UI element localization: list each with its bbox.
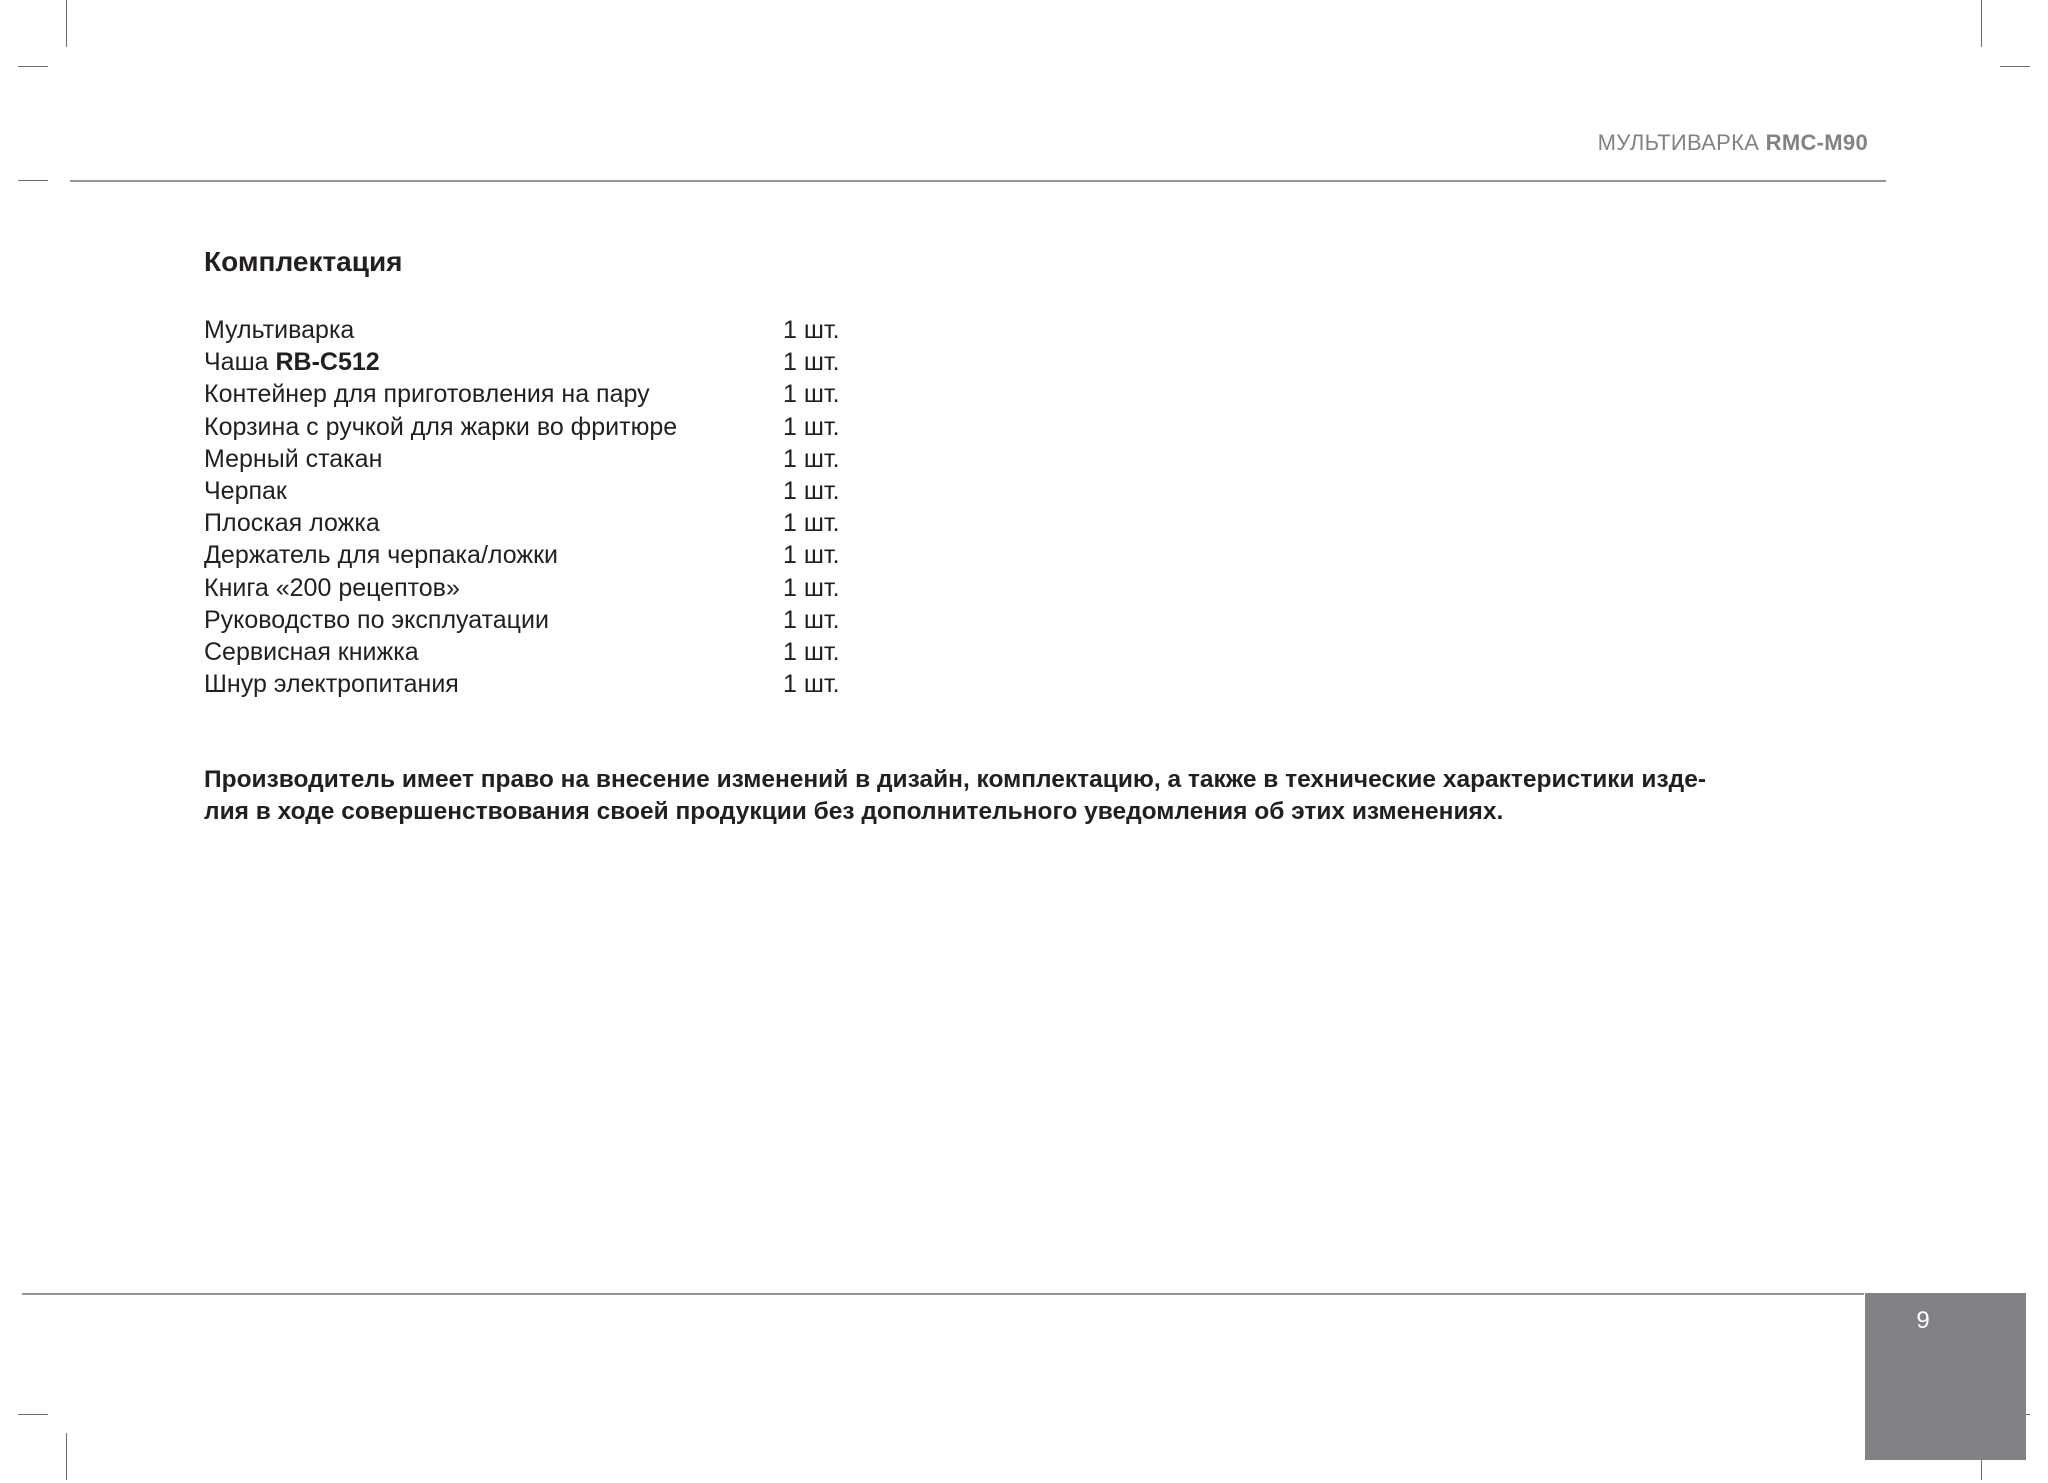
- crop-mark: [18, 66, 48, 67]
- item-name: Сервисная книжка: [204, 637, 419, 666]
- item-name: Чаша RB-C512: [204, 348, 380, 377]
- item-name: Плоская ложка: [204, 509, 380, 538]
- crop-mark: [18, 180, 48, 181]
- section-title: Комплектация: [204, 246, 403, 277]
- notice-line: лия в ходе совершенствования своей продукции без дополнительного уведомления об этих изменениях.: [204, 798, 1504, 825]
- header-product: МУЛЬТИВАРКА: [1597, 130, 1760, 155]
- item-qty: 1 шт.: [783, 412, 840, 441]
- header-rule: [70, 180, 1886, 182]
- item-name: Руководство по эксплуатации: [204, 605, 549, 634]
- crop-mark: [18, 1414, 48, 1415]
- list-item: [204, 378, 904, 410]
- crop-mark: [66, 1433, 67, 1480]
- header-title: [1598, 130, 1868, 156]
- crop-mark: [1981, 0, 1982, 47]
- crop-mark: [2000, 66, 2030, 67]
- item-qty: 1 шт.: [783, 670, 840, 699]
- list-item: [204, 346, 904, 378]
- item-name: Черпак: [204, 476, 287, 505]
- footer-rule: [22, 1293, 1864, 1295]
- page-number-box: [1865, 1293, 2026, 1460]
- item-qty: 1 шт.: [783, 509, 840, 538]
- list-item: [204, 443, 904, 475]
- item-name: Корзина с ручкой для жарки во фритюре: [204, 412, 678, 441]
- item-name: Шнур электропитания: [204, 670, 459, 699]
- item-qty: 1 шт.: [783, 573, 840, 602]
- list-item: [204, 572, 904, 604]
- list-item: [204, 539, 904, 571]
- item-name: Держатель для черпака/ложки: [204, 541, 559, 570]
- page-number: 9: [1916, 1307, 1930, 1334]
- item-qty: 1 шт.: [783, 476, 840, 505]
- item-qty: 1 шт.: [783, 637, 840, 666]
- list-item: [204, 411, 904, 443]
- item-qty: 1 шт.: [783, 444, 840, 473]
- item-qty: 1 шт.: [783, 380, 840, 409]
- contents-list: [204, 314, 904, 700]
- item-name: Мерный стакан: [204, 444, 383, 473]
- item-qty: 1 шт.: [783, 316, 840, 344]
- list-item: [204, 636, 904, 668]
- manufacturer-notice: [204, 764, 1854, 828]
- header-model: RMC-M90: [1765, 130, 1868, 155]
- item-name: Книга «200 рецептов»: [204, 573, 460, 602]
- list-item: [204, 314, 904, 346]
- list-item: [204, 604, 904, 636]
- crop-mark: [66, 0, 67, 47]
- list-item: [204, 475, 904, 507]
- item-qty: 1 шт.: [783, 541, 840, 570]
- list-item: [204, 507, 904, 539]
- item-qty: 1 шт.: [783, 348, 840, 377]
- item-qty: 1 шт.: [783, 605, 840, 634]
- notice-line: Производитель имеет право на внесение изменений в дизайн, комплектацию, а также в технические характеристики изде-: [204, 766, 1706, 793]
- item-model: RB-C512: [275, 348, 380, 377]
- item-name: Мультиварка: [204, 316, 355, 344]
- item-name: Контейнер для приготовления на пару: [204, 380, 650, 409]
- list-item: [204, 668, 904, 700]
